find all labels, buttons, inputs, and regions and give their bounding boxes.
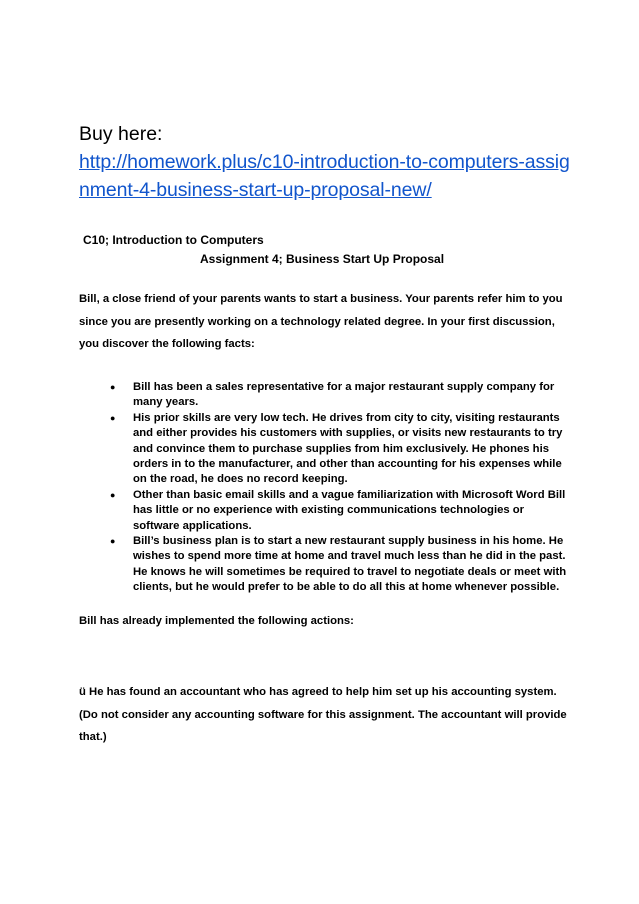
fact-text: Bill has been a sales representative for a major restaurant supply company for many years. (133, 381, 555, 409)
bullet-dot-icon: ● (110, 382, 116, 392)
fact-text: Bill’s business plan is to start a new restaurant supply business in his home. He wishes to spend more time at home and travel much less than he did in the past. He knows he will sometimes be required to travel to negotiate deals or meet with clients, but he would prefer to be able to do all this at home whenever possible. (133, 535, 567, 594)
bullet-dot-icon: ● (110, 412, 116, 423)
list-item (79, 488, 569, 534)
list-item (79, 411, 569, 488)
facts-list (79, 380, 569, 596)
course-title: C10; Introduction to Computers (83, 233, 264, 247)
action-item: ü He has found an accountant who has agreed to help him set up his accounting system. (Do not consider any accounting software for this assignment. The accountant will provide that.) (79, 686, 567, 743)
purchase-link[interactable]: http://homework.plus/c10-introduction-to-computers-assignment-4-business-start-up-proposal-new/ (79, 151, 570, 201)
fact-text: His prior skills are very low tech. He drives from city to city, visiting restaurants and either provides his customers with supplies, or visits new restaurants to try and convince them to purchase supplies from him exclusively. He phones his orders in to the manufacturer, and other than accounting for his expenses while on the road, he does no record keeping. (133, 411, 563, 486)
list-item (79, 534, 569, 596)
list-item (79, 380, 569, 411)
actions-heading: Bill has already implemented the following actions: (79, 615, 354, 627)
buy-here-label: Buy here: (79, 123, 163, 145)
fact-text: Other than basic email skills and a vague familiarization with Microsoft Word Bill has little or no experience with existing communications technologies or software applications. (133, 488, 566, 532)
bullet-dot-icon: ● (110, 489, 116, 500)
intro-paragraph: Bill, a close friend of your parents wants to start a business. Your parents refer him to you since you are presently working on a technology related degree. In your first discussion, you discover the following facts: (79, 293, 563, 350)
bullet-dot-icon: ● (110, 536, 116, 547)
assignment-title: Assignment 4; Business Start Up Proposal (200, 252, 445, 266)
